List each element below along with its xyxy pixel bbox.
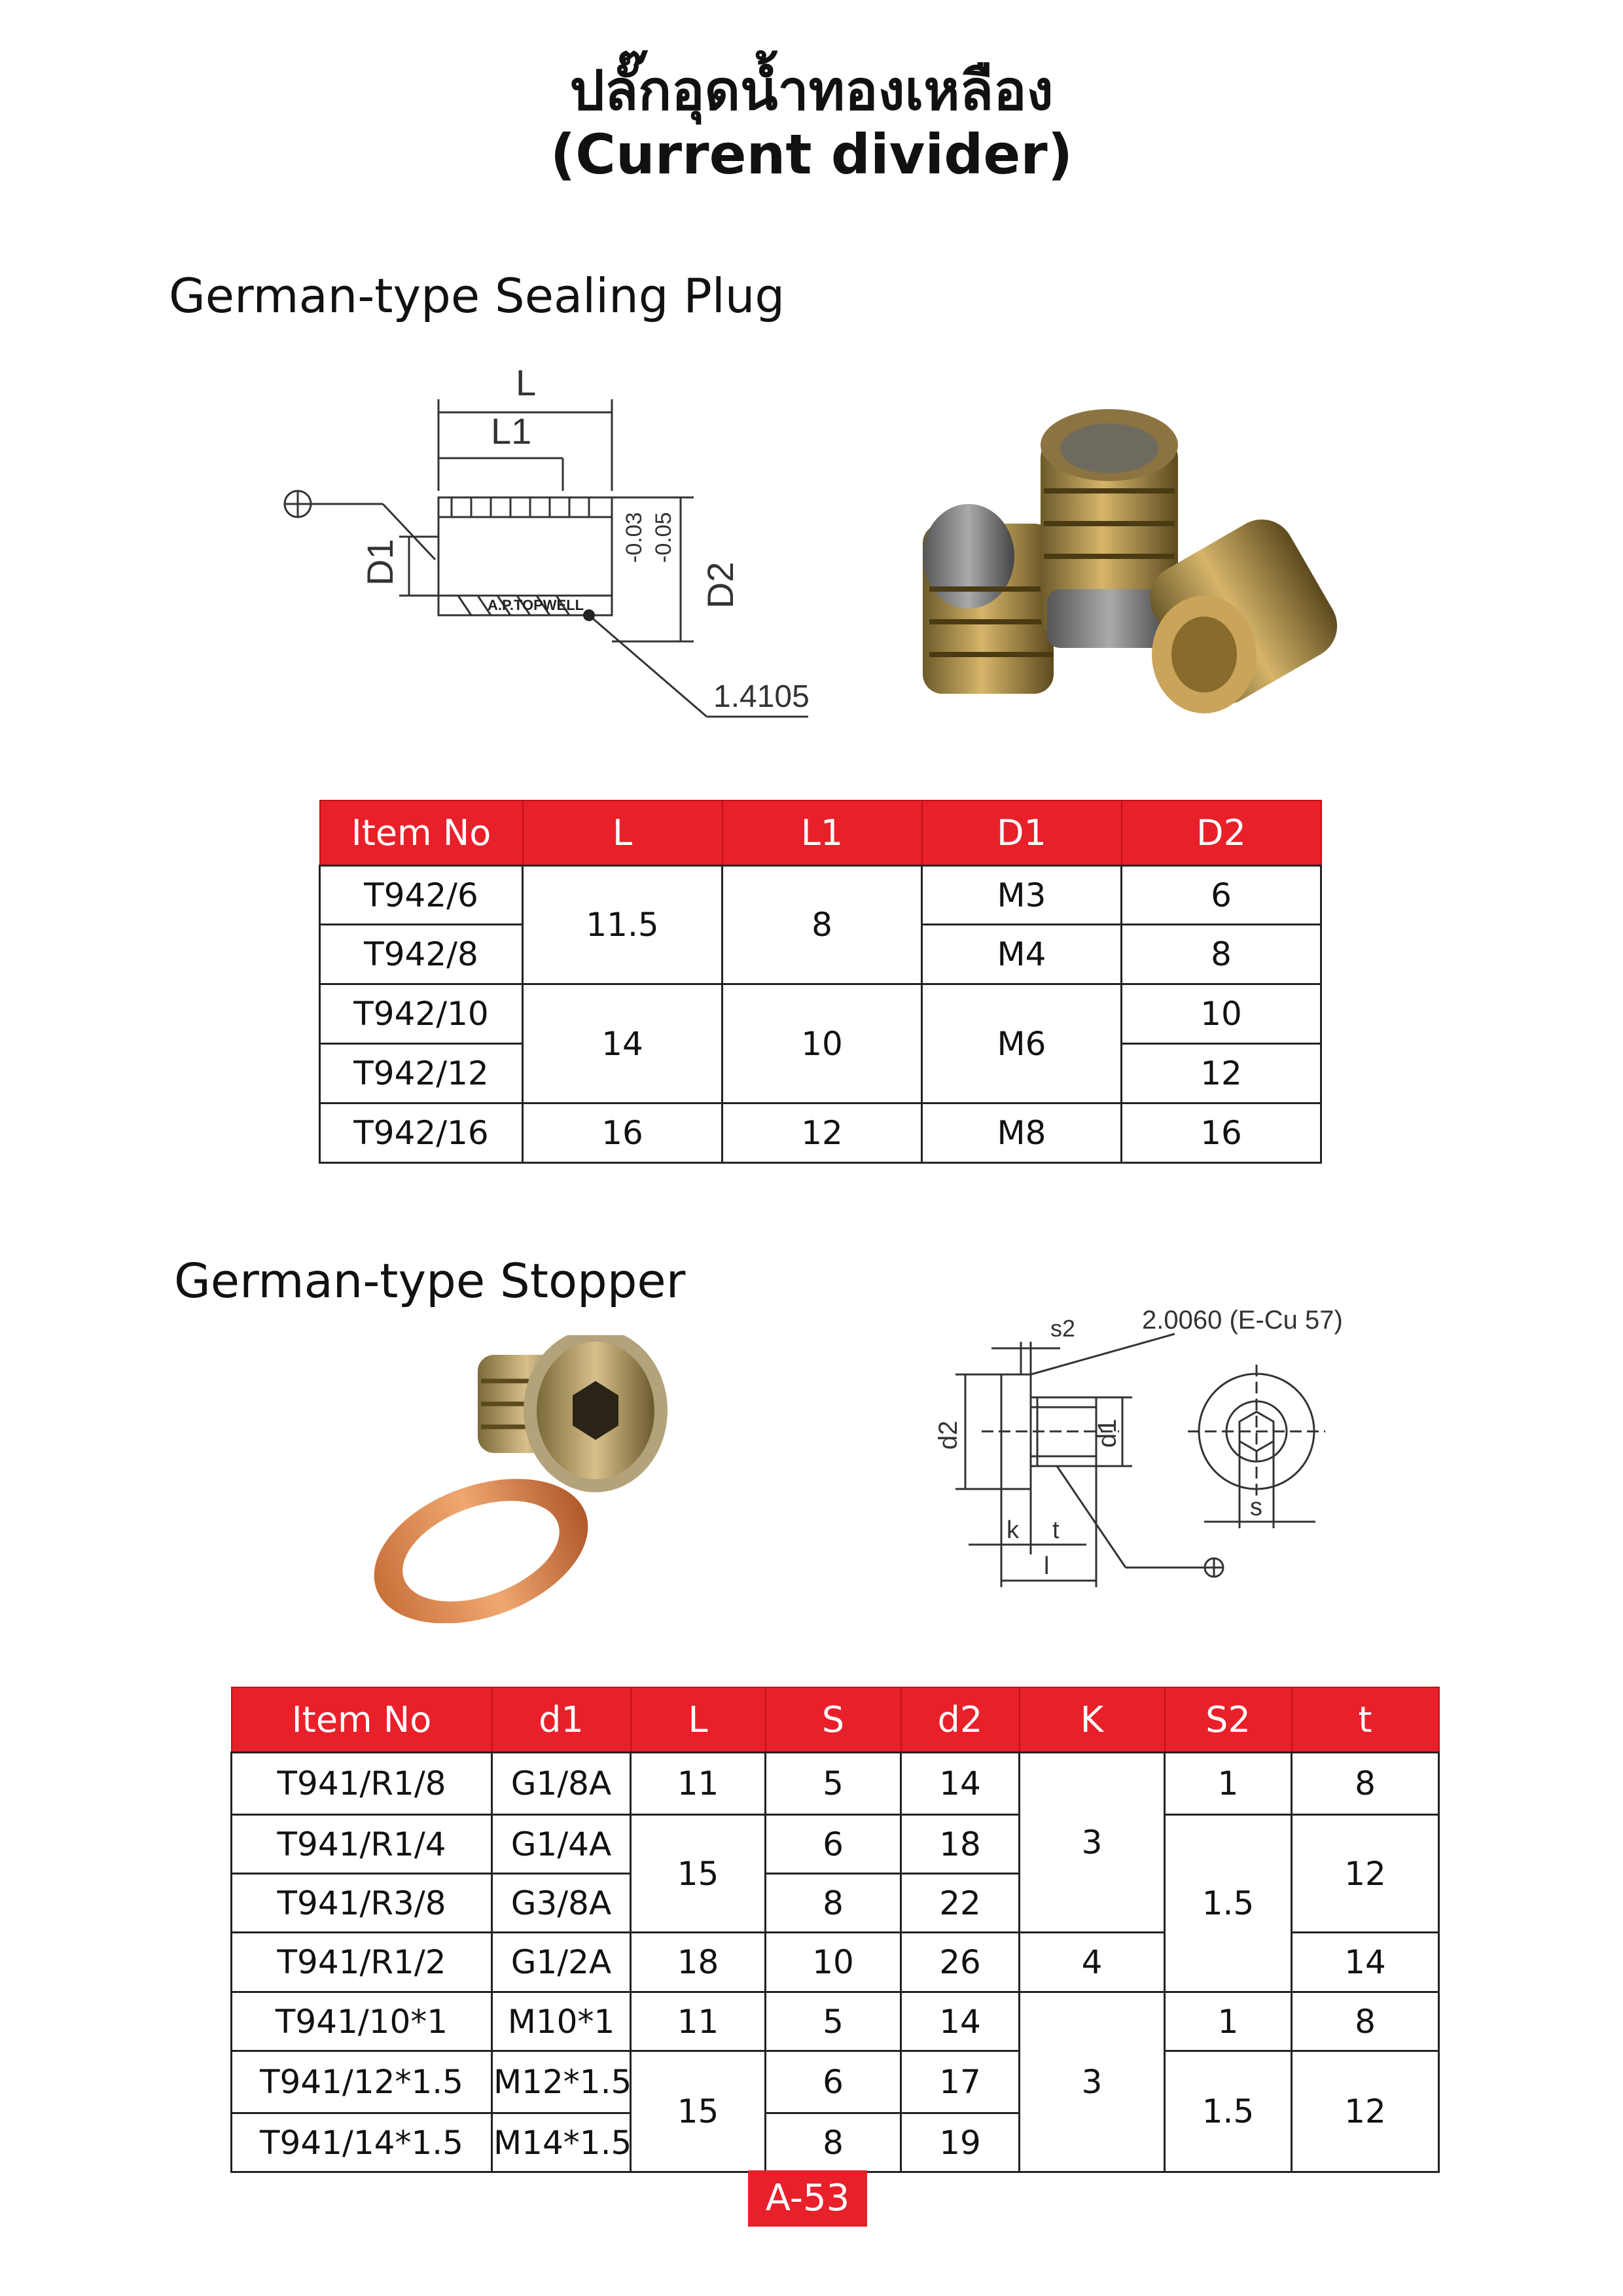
col-header-k: K <box>1020 1687 1165 1753</box>
tolerance-2: -0.05 <box>651 512 676 563</box>
tolerance-1: -0.03 <box>622 512 647 563</box>
l-cell: 18 <box>631 1933 766 1992</box>
dim-d1-label: d1 <box>1093 1418 1122 1448</box>
col-header-s: S <box>766 1687 901 1753</box>
d2-cell: 14 <box>901 1992 1020 2051</box>
d2-cell: 8 <box>1122 925 1321 984</box>
d1-cell: G1/4A <box>492 1815 631 1874</box>
s-cell: 5 <box>766 1753 901 1815</box>
item-no-cell: T941/R1/8 <box>232 1753 492 1815</box>
stopper-table <box>230 1687 1440 2173</box>
col-header-d2: d2 <box>901 1687 1020 1753</box>
l1-cell: 10 <box>722 984 922 1103</box>
dim-d2-label: d2 <box>934 1420 963 1450</box>
page-number-badge: A-53 <box>748 2170 867 2227</box>
d2-cell: 12 <box>1122 1044 1321 1103</box>
s-cell: 6 <box>766 1815 901 1874</box>
t-cell: 12 <box>1292 2051 1439 2172</box>
item-no-cell: T941/10*1 <box>232 1992 492 2051</box>
col-header-item-no: Item No <box>232 1687 492 1753</box>
d2-cell: 26 <box>901 1933 1020 1992</box>
table-row <box>232 1815 1439 1874</box>
item-no-cell: T941/R1/4 <box>232 1815 492 1874</box>
dim-l-label: L <box>516 362 537 403</box>
dim-s-label: s <box>1250 1494 1262 1521</box>
s2-cell: 1.5 <box>1165 2051 1292 2172</box>
d2-cell: 17 <box>901 2051 1020 2113</box>
sealing-plug-photo <box>903 393 1374 733</box>
l-cell: 11 <box>631 1992 766 2051</box>
section-heading-sealing-plug: German-type Sealing Plug <box>169 268 785 323</box>
material-label: 1.4105 <box>713 679 810 714</box>
l-cell: 11.5 <box>523 866 722 984</box>
item-no-cell: T941/R1/2 <box>232 1933 492 1992</box>
page-title-thai: ปลั๊กอุดน้ำทองเหลือง <box>569 58 1054 122</box>
d2-cell: 18 <box>901 1815 1020 1874</box>
item-no-cell: T942/10 <box>320 984 523 1044</box>
d1-cell: M6 <box>922 984 1122 1103</box>
table-row <box>320 866 1321 925</box>
item-no-cell: T942/6 <box>320 866 523 925</box>
col-header-l1: L1 <box>722 800 922 866</box>
sealing-plug-drawing <box>275 360 838 740</box>
dim-d2-label: D2 <box>700 562 741 609</box>
d1-cell: G3/8A <box>492 1874 631 1933</box>
item-no-cell: T942/12 <box>320 1044 523 1103</box>
drawing-brand-label: A.P.TOPWELL <box>488 597 584 613</box>
s-cell: 6 <box>766 2051 901 2113</box>
section-heading-stopper: German-type Stopper <box>174 1253 686 1308</box>
sealing-plug-table <box>319 800 1322 1164</box>
d2-cell: 14 <box>901 1753 1020 1815</box>
d2-cell: 19 <box>901 2113 1020 2172</box>
dim-k-label: k <box>1007 1516 1019 1544</box>
dim-s2-label: s2 <box>1050 1315 1076 1342</box>
item-no-cell: T942/16 <box>320 1103 523 1163</box>
s-cell: 10 <box>766 1933 901 1992</box>
s-cell: 8 <box>766 2113 901 2172</box>
s-cell: 5 <box>766 1992 901 2051</box>
s2-cell: 1 <box>1165 1753 1292 1815</box>
d2-cell: 16 <box>1122 1103 1321 1163</box>
s2-cell: 1 <box>1165 1992 1292 2051</box>
col-header-t: t <box>1292 1687 1439 1753</box>
table-row <box>320 1103 1321 1163</box>
d1-cell: M8 <box>922 1103 1122 1163</box>
k-cell: 4 <box>1020 1933 1165 1992</box>
table-row <box>232 2051 1439 2113</box>
k-cell: 3 <box>1020 1753 1165 1933</box>
k-cell: 3 <box>1020 1992 1165 2172</box>
d1-cell: M4 <box>922 925 1122 984</box>
table-header-row <box>320 800 1321 866</box>
l-cell: 15 <box>631 1815 766 1933</box>
s-cell: 8 <box>766 1874 901 1933</box>
page-title-english: (Current divider) <box>550 122 1073 187</box>
col-header-l: L <box>523 800 722 866</box>
d2-cell: 6 <box>1122 866 1321 925</box>
item-no-cell: T941/12*1.5 <box>232 2051 492 2113</box>
col-header-item-no: Item No <box>320 800 523 866</box>
col-header-d1: D1 <box>922 800 1122 866</box>
s2-cell: 1.5 <box>1165 1815 1292 1992</box>
table-header-row <box>232 1687 1439 1753</box>
l-cell: 14 <box>523 984 722 1103</box>
d1-cell: G1/2A <box>492 1933 631 1992</box>
stopper-photo <box>366 1335 733 1623</box>
col-header-d1: d1 <box>492 1687 631 1753</box>
d1-cell: M10*1 <box>492 1992 631 2051</box>
dim-l1-label: L1 <box>491 410 532 452</box>
table-row <box>232 1753 1439 1815</box>
dim-l-label: l <box>1044 1552 1050 1580</box>
item-no-cell: T941/14*1.5 <box>232 2113 492 2172</box>
table-row <box>232 1992 1439 2051</box>
l-cell: 15 <box>631 2051 766 2172</box>
col-header-s2: S2 <box>1165 1687 1292 1753</box>
stopper-material-label: 2.0060 (E-Cu 57) <box>1142 1306 1343 1335</box>
t-cell: 12 <box>1292 1815 1439 1933</box>
d1-cell: M3 <box>922 866 1122 925</box>
item-no-cell: T942/8 <box>320 925 523 984</box>
dim-t-label: t <box>1052 1516 1060 1544</box>
stopper-drawing <box>916 1302 1374 1604</box>
dim-d1-label: D1 <box>359 539 401 586</box>
table-row <box>320 984 1321 1044</box>
t-cell: 8 <box>1292 1992 1439 2051</box>
t-cell: 8 <box>1292 1753 1439 1815</box>
d2-cell: 22 <box>901 1874 1020 1933</box>
d1-cell: M14*1.5 <box>492 2113 631 2172</box>
l1-cell: 12 <box>722 1103 922 1163</box>
l1-cell: 8 <box>722 866 922 984</box>
t-cell: 14 <box>1292 1933 1439 1992</box>
l-cell: 11 <box>631 1753 766 1815</box>
col-header-d2: D2 <box>1122 800 1321 866</box>
d1-cell: M12*1.5 <box>492 2051 631 2113</box>
d1-cell: G1/8A <box>492 1753 631 1815</box>
l-cell: 16 <box>523 1103 722 1163</box>
d2-cell: 10 <box>1122 984 1321 1044</box>
item-no-cell: T941/R3/8 <box>232 1874 492 1933</box>
col-header-l: L <box>631 1687 766 1753</box>
